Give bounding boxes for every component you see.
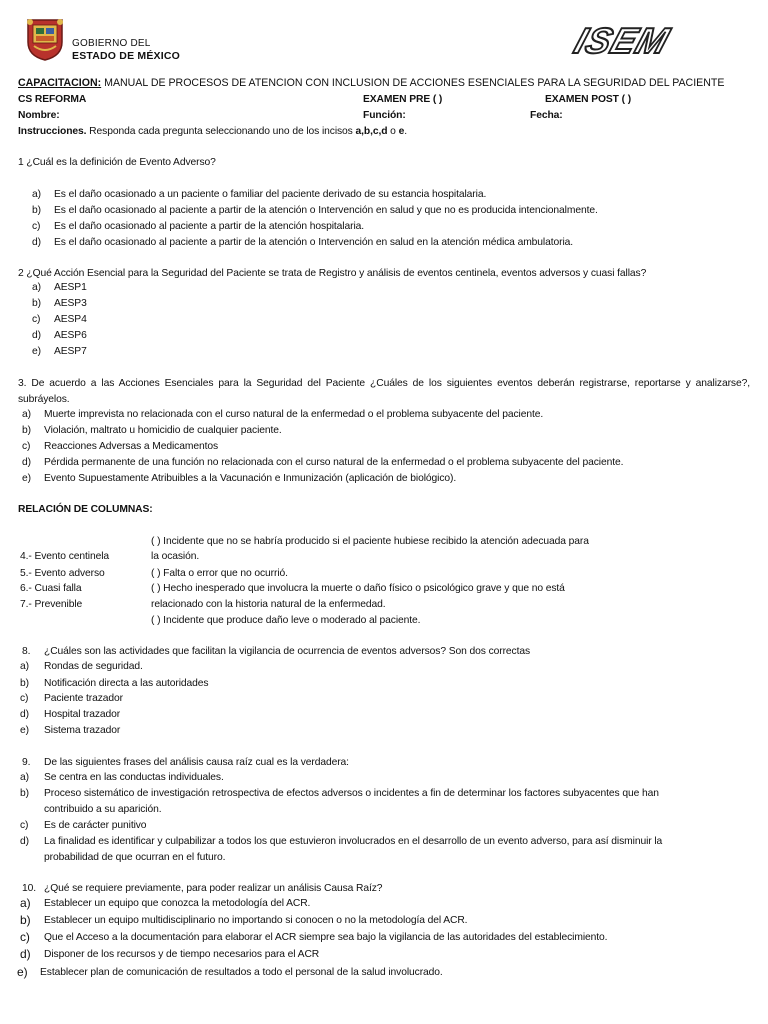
option-text: Pérdida permanente de una función no relacionada con el curso natural de la enfermedad o el problema subyacente del paciente. — [44, 457, 624, 468]
question-9: De las siguientes frases del análisis causa raíz cual es la verdadera: — [44, 757, 349, 768]
isem-logo-text: ISEM — [569, 20, 675, 61]
option-text: AESP1 — [54, 282, 87, 293]
option-letter: c) — [20, 693, 29, 704]
option-letter: d) — [20, 947, 31, 961]
option-letter: b) — [20, 913, 31, 927]
option-text: Es el daño ocasionado a un paciente o familiar del paciente derivado de su estancia hospitalaria. — [54, 189, 487, 200]
option-text: Establecer un equipo que conozca la metodología del ACR. — [44, 898, 311, 909]
option-letter: c) — [32, 221, 41, 232]
option-letter: e) — [32, 346, 41, 357]
option-text[interactable]: Es de carácter punitivo — [44, 820, 147, 831]
instructions-dot: . — [404, 126, 407, 137]
option-text: Hospital trazador — [44, 709, 121, 720]
option-text: AESP3 — [54, 298, 87, 309]
option-letter: c) — [32, 314, 41, 325]
course-title — [18, 77, 724, 89]
instructions-last: e — [398, 126, 405, 137]
option-text: Establecer un equipo multidisciplinario no importando si conocen o no la metodología del ACR. — [44, 915, 468, 926]
option-text: Notificación directa a las autoridades — [44, 678, 209, 689]
relation-title: RELACIÓN DE COLUMNAS: — [18, 504, 153, 515]
option-text: Que el Acceso a la documentación para elaborar el ACR siempre sea bajo la vigilancia de las autoridades del establecimiento. — [44, 932, 608, 943]
course-title-label: CAPACITACION: — [18, 77, 102, 89]
instructions-label: Instrucciones. — [18, 126, 87, 137]
instructions-tail: o — [387, 126, 399, 137]
option-text: Paciente trazador — [44, 693, 124, 704]
question-10: ¿Qué se requiere previamente, para poder realizar un análisis Causa Raíz? — [44, 883, 383, 894]
option-text: AESP4 — [54, 314, 87, 325]
option-text: Es el daño ocasionado al paciente a partir de la atención o Intervención en salud y que no es producida intencionalmente. — [54, 205, 598, 216]
option-letter: a) — [20, 661, 29, 672]
relation-left-item: 7.- Prevenible — [20, 599, 83, 610]
unit-name: CS REFORMA — [18, 94, 87, 105]
option-letter: c) — [20, 820, 29, 831]
state-seal-logo — [24, 16, 66, 62]
question-1: 1 ¿Cuál es la definición de Evento Adverso? — [18, 157, 216, 168]
option-text: AESP6 — [54, 330, 87, 341]
relation-right-item[interactable]: ( ) Incidente que produce daño leve o moderado al paciente. — [151, 615, 421, 626]
option-letter: e) — [20, 725, 29, 736]
relation-left-item: 6.- Cuasi falla — [20, 583, 82, 594]
question-9-number: 9. — [22, 757, 31, 768]
relation-right-item[interactable]: ( ) Hecho inesperado que involucra la muerte o daño físico o psicológico grave y que no está — [151, 583, 565, 594]
relation-right-item: relacionado con la historia natural de la enfermedad. — [151, 599, 386, 610]
isem-logo — [562, 20, 682, 61]
question-8-number: 8. — [22, 646, 31, 657]
instructions-options: a,b,c,d — [355, 126, 388, 137]
option-text-continued: probabilidad de que ocurran en el futuro. — [44, 852, 226, 863]
option-text: Es el daño ocasionado al paciente a partir de la atención o Intervención en salud en la atención médica ambulatoria. — [54, 237, 574, 248]
option-text-continued: contribuido a su aparición. — [44, 804, 162, 815]
option-letter: d) — [32, 330, 41, 341]
instructions-text: Responda cada pregunta seleccionando uno de los incisos — [86, 126, 356, 137]
option-text[interactable]: La finalidad es identificar y culpabilizar a todos los que estuvieron involucrados en el desarrollo de un evento adverso, para así disminuir la — [44, 836, 663, 847]
option-letter: a) — [32, 189, 41, 200]
option-letter: d) — [32, 237, 41, 248]
gov-line-2: ESTADO DE MÉXICO — [72, 50, 181, 62]
option-text: Establecer plan de comunicación de resultados a todo el personal de la salud involucrado. — [40, 967, 443, 978]
option-letter: e) — [22, 473, 31, 484]
option-text: Muerte imprevista no relacionada con el curso natural de la enfermedad o el problema subyacente del paciente. — [44, 409, 544, 420]
gov-line-1: GOBIERNO DEL — [72, 38, 151, 49]
relation-left-item: 4.- Evento centinela — [20, 551, 110, 562]
option-letter: a) — [20, 896, 31, 910]
relation-left-item: 5.- Evento adverso — [20, 568, 105, 579]
relation-right-item[interactable]: ( ) Falta o error que no ocurrió. — [151, 568, 288, 579]
option-text: AESP7 — [54, 346, 87, 357]
option-letter: b) — [20, 788, 29, 799]
option-letter: e) — [17, 965, 28, 979]
option-text: Violación, maltrato u homicidio de cualquier paciente. — [44, 425, 282, 436]
relation-right-item[interactable]: ( ) Incidente que no se habría producido si el paciente hubiese recibido la atención adecuada para — [151, 536, 589, 547]
pre-exam-check[interactable]: EXAMEN PRE ( ) — [363, 94, 443, 105]
option-letter: b) — [32, 205, 41, 216]
option-text: Evento Supuestamente Atribuibles a la Vacunación e Inmunización (aplicación de biológico). — [44, 473, 457, 484]
option-text: Reacciones Adversas a Medicamentos — [44, 441, 219, 452]
option-letter: a) — [20, 772, 29, 783]
question-10-number: 10. — [22, 883, 37, 894]
option-letter: b) — [22, 425, 31, 436]
option-letter: d) — [20, 836, 29, 847]
option-letter: c) — [20, 930, 30, 944]
post-exam-check[interactable]: EXAMEN POST ( ) — [545, 94, 632, 105]
option-letter: d) — [20, 709, 29, 720]
option-text: Es el daño ocasionado al paciente a partir de la atención hospitalaria. — [54, 221, 365, 232]
name-field[interactable]: Nombre: — [18, 110, 60, 121]
instructions — [18, 124, 407, 140]
option-letter: b) — [20, 678, 29, 689]
date-field[interactable]: Fecha: — [530, 110, 563, 121]
option-letter: b) — [32, 298, 41, 309]
question-3: 3. De acuerdo a las Acciones Esenciales para la Seguridad del Paciente ¿Cuáles de los siguientes eventos deberán registrarse, reportarse y analizarse?, subráyelos. — [18, 378, 750, 405]
course-title-text: MANUAL DE PROCESOS DE ATENCION CON INCLUSION DE ACCIONES ESENCIALES PARA LA SEGURIDAD DEL PACIENTE — [101, 77, 725, 89]
relation-right-item: la ocasión. — [151, 551, 200, 562]
option-text: Disponer de los recursos y de tiempo necesarios para el ACR — [44, 949, 320, 960]
option-letter: a) — [32, 282, 41, 293]
option-letter: c) — [22, 441, 31, 452]
option-letter: d) — [22, 457, 31, 468]
role-field[interactable]: Función: — [363, 110, 406, 121]
option-text: Sistema trazador — [44, 725, 121, 736]
option-text: Rondas de seguridad. — [44, 661, 143, 672]
option-letter: a) — [22, 409, 31, 420]
question-8: ¿Cuáles son las actividades que facilitan la vigilancia de ocurrencia de eventos adversos? Son dos correctas — [44, 646, 531, 657]
question-2: 2 ¿Qué Acción Esencial para la Seguridad del Paciente se trata de Registro y análisis de eventos centinela, eventos adversos y cuasi fallas? — [18, 268, 647, 279]
option-text[interactable]: Se centra en las conductas individuales. — [44, 772, 224, 783]
option-text[interactable]: Proceso sistemático de investigación retrospectiva de efectos adversos o incidentes a fin de determinar los factores subyacentes que han — [44, 788, 659, 799]
